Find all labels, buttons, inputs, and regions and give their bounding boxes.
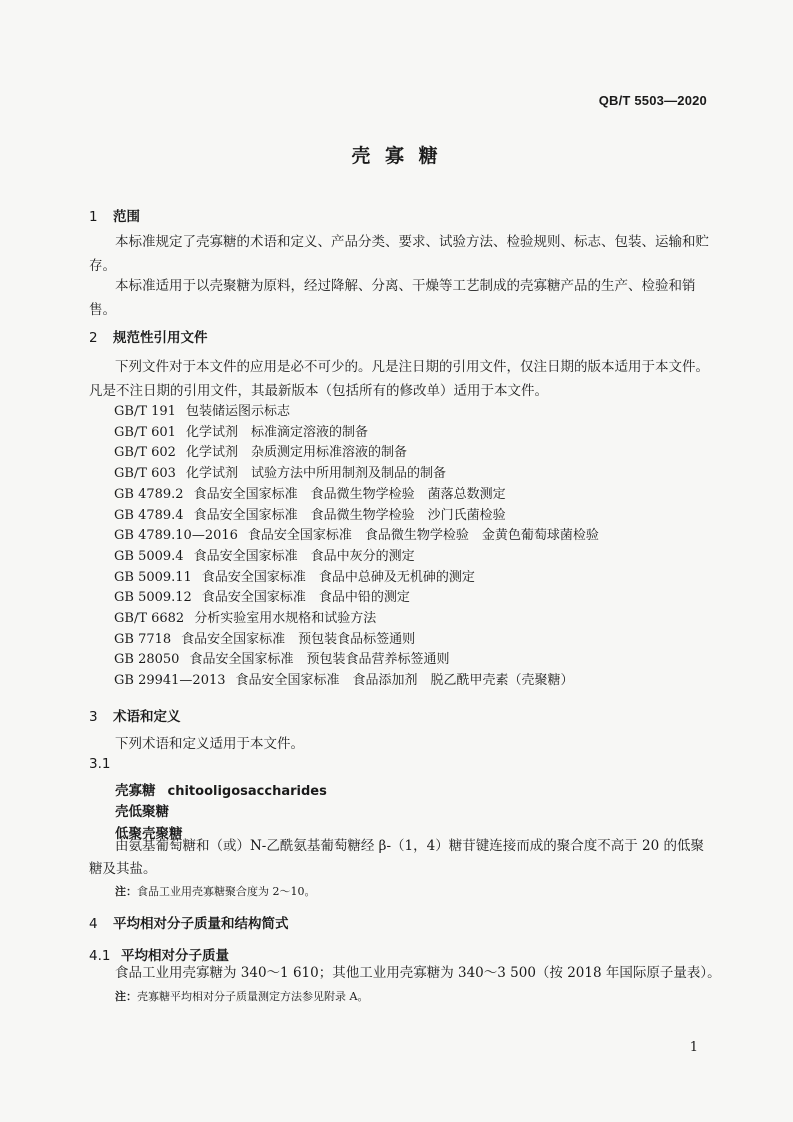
- reference-title: 食品安全国家标准 食品中铅的测定: [201, 590, 410, 606]
- standard-code: QB/T 5503—2020: [598, 93, 707, 108]
- reference-code: GB/T 602: [114, 445, 176, 461]
- reference-title: 食品安全国家标准 预包装食品营养标签通则: [189, 652, 450, 668]
- section-4-number: 4: [89, 916, 98, 932]
- term-definition: 由氨基葡萄糖和（或）N-乙酰氨基葡萄糖经 β-（1，4）糖苷键连接而成的聚合度不高于 20 的低聚糖及其盐。: [89, 838, 704, 877]
- section-3-intro: 下列术语和定义适用于本文件。: [115, 736, 304, 752]
- section-3-title: 术语和定义: [113, 709, 181, 725]
- section-2-heading: [89, 326, 208, 346]
- reference-title: 食品安全国家标准 食品中灰分的测定: [193, 548, 415, 564]
- page-number: 1: [689, 1040, 698, 1055]
- section-3-number: 3: [89, 709, 98, 725]
- reference-title: 化学试剂 标准滴定溶液的制备: [185, 424, 368, 440]
- reference-title: 食品安全国家标准 预包装食品标签通则: [181, 631, 416, 647]
- reference-code: GB 7718: [114, 631, 172, 647]
- term-english: chitooligosaccharides: [167, 784, 327, 799]
- reference-code: GB 28050: [114, 652, 180, 668]
- term-entry: [115, 779, 327, 799]
- subsection-4-1-heading: [89, 944, 229, 964]
- reference-title: 食品安全国家标准 食品中总砷及无机砷的测定: [201, 569, 475, 585]
- term-chinese: 壳寡糖: [115, 783, 156, 799]
- subsection-3-1-number: 3.1: [89, 756, 111, 772]
- reference-item: [114, 421, 380, 440]
- reference-code: GB/T 601: [114, 424, 176, 440]
- reference-item: [114, 483, 518, 502]
- term-note: [115, 883, 316, 899]
- section-2-number: 2: [89, 330, 98, 346]
- reference-title: 食品安全国家标准 食品微生物学检验 金黄色葡萄球菌检验: [247, 528, 599, 544]
- term-note-text: 食品工业用壳寡糖聚合度为 2～10。: [137, 885, 316, 898]
- section-2-intro: 下列文件对于本文件的应用是必不可少的。凡是注日期的引用文件，仅注日期的版本适用于本文件。凡是不注日期的引用文件，其最新版本（包括所有的修改单）适用于本文件。: [89, 359, 709, 399]
- section-1-number: 1: [89, 209, 98, 225]
- reference-item: [114, 648, 461, 667]
- section-4-1-para: 食品工业用壳寡糖为 340～1 610；其他工业用壳寡糖为 340～3 500（按 2018 年国际原子量表）。: [115, 965, 721, 981]
- section-1-title: 范围: [113, 209, 140, 225]
- reference-item: [114, 504, 518, 523]
- reference-item: [114, 545, 427, 564]
- reference-item: [114, 607, 388, 626]
- reference-title: 分析实验室用水规格和试验方法: [194, 611, 377, 626]
- reference-code: GB 29941—2013: [114, 673, 226, 689]
- reference-code: GB 4789.4: [114, 507, 184, 523]
- reference-title: 食品安全国家标准 食品微生物学检验 沙门氏菌检验: [193, 507, 506, 523]
- term-alternative-1: 壳低聚糖: [115, 804, 169, 820]
- reference-code: GB 5009.4: [114, 548, 184, 564]
- page-title: 壳 寡 糖: [351, 145, 442, 167]
- reference-item: [114, 441, 419, 460]
- section-1-para-2: 本标准适用于以壳聚糖为原料，经过降解、分离、干燥等工艺制成的壳寡糖产品的生产、检验和销售。: [89, 278, 696, 318]
- section-1-heading: [89, 205, 140, 225]
- reference-code: GB/T 6682: [114, 611, 185, 626]
- section-4-1-note-text: 壳寡糖平均相对分子质量测定方法参见附录 A。: [137, 990, 369, 1003]
- reference-title: 化学试剂 杂质测定用标准溶液的制备: [185, 445, 407, 461]
- reference-code: GB 5009.11: [114, 569, 192, 585]
- reference-item: [114, 462, 458, 481]
- section-1-para-1: 本标准规定了壳寡糖的术语和定义、产品分类、要求、试验方法、检验规则、标志、包装、运输和贮存。: [89, 234, 709, 274]
- reference-title: 食品安全国家标准 食品微生物学检验 菌落总数测定: [193, 486, 506, 502]
- reference-item: [114, 400, 302, 419]
- section-4-heading: [89, 912, 289, 932]
- reference-item: [114, 586, 422, 605]
- reference-item: [114, 628, 427, 647]
- subsection-4-1-number: 4.1: [89, 948, 111, 964]
- term-alternative-2: 低聚壳聚糖: [115, 826, 183, 842]
- reference-title: 食品安全国家标准 食品添加剂 脱乙酰甲壳素（壳聚糖）: [235, 673, 574, 689]
- subsection-4-1-title: 平均相对分子质量: [121, 948, 229, 964]
- section-2-title: 规范性引用文件: [113, 330, 208, 346]
- reference-item: [114, 669, 586, 688]
- reference-code: GB 4789.2: [114, 486, 184, 502]
- reference-item: [114, 566, 487, 585]
- term-note-label: 注：: [115, 885, 137, 898]
- section-4-1-note-label: 注：: [115, 990, 137, 1003]
- reference-code: GB 4789.10—2016: [114, 528, 238, 544]
- reference-code: GB/T 191: [114, 404, 176, 419]
- section-4-title: 平均相对分子质量和结构简式: [113, 916, 289, 932]
- reference-title: 化学试剂 试验方法中所用制剂及制品的制备: [185, 466, 446, 482]
- section-3-heading: [89, 705, 181, 725]
- reference-item: [114, 524, 611, 543]
- reference-code: GB/T 603: [114, 466, 176, 482]
- reference-code: GB 5009.12: [114, 590, 192, 606]
- section-4-1-note: [115, 988, 368, 1004]
- reference-title: 包装储运图示标志: [185, 404, 290, 419]
